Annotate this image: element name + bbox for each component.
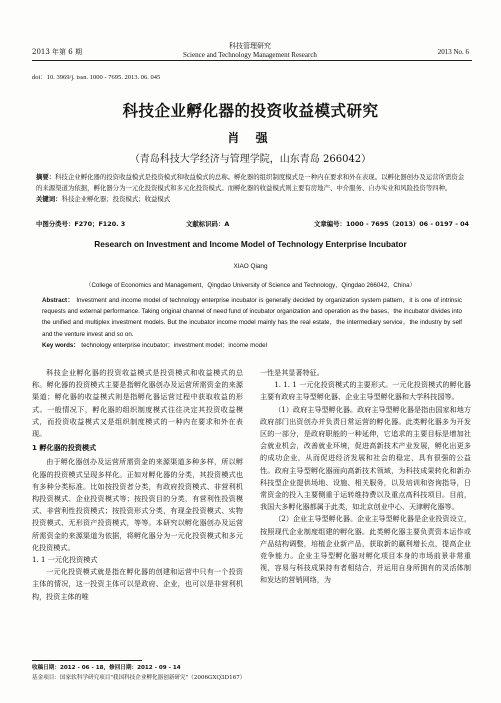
article-number: 文章编号：1000 - 7695（2013）06 - 0197 - 04 [314, 220, 469, 228]
paragraph: （2）企业主导型孵化器。企业主导型孵化器是企业投资设立，按照现代企业制度组建的孵化器。此类孵化器主要负责资本运作或产品结构调整，培植企业新产品，获取新的赢利增长点，提高企业竞争能力。企业主导型孵化器对孵化项目本身的市场前景非常重视，容易与科技成果持有者相结合，并运用自身所拥有的灵活体制和发达的营销网络，为 [260, 514, 471, 585]
author: 肖 强 [227, 131, 274, 145]
keywords-label: 关键词： [36, 195, 62, 203]
doi: doi：10. 3969/j. issn. 1000 - 7695. 2013. 06. 045 [32, 74, 161, 81]
abstract-en-text: Investment and income model of technology enterprise incubator is generally decided by organization system pattern，it is one of intrinsic requests and external performance. Taking original channel of need fund of incubator organization and operation as the bases，the incubator divides into the unified and multiplex investment models. But the incubator income model mainly has the real estate，the intermediary service，the industry by self and the venture invest and so on. [42, 297, 462, 338]
body-right-column [260, 367, 471, 587]
header-journal [150, 42, 350, 60]
received-date: 收稿日期：2012 - 06 - 18，修回日期：2012 - 09 - 14 [32, 665, 181, 671]
paragraph: 一性是其显著特征。 [260, 368, 324, 377]
paragraph: 由于孵化器创办及运营所需资金的来源渠道多种多样，所以孵化器的投资模式呈现多样化。正如对孵化器的分类，其投资模式也有多种分类标准。比如按投资者分类，有政府投资模式、非营利机构投资模式、企业投资模式等；按投资目的分类，有营利性投资模式、非营利性投资模式；按投资形式分类，有现金投资模式、实物投资模式、无形资产投资模式，等等。本研究以孵化器创办及运营所需资金的来源渠道为依据，将孵化器分为一元化投资模式和多元化投资模式。 [32, 457, 243, 552]
paper-title: 科技企业孵化器的投资收益模式研究 [122, 102, 379, 120]
footnote-rule [32, 660, 142, 661]
abstract-en-label: Abstract： [42, 297, 75, 304]
body-left-column [32, 367, 243, 603]
header-journal-cn: 科技管理研究 [229, 42, 271, 50]
header-issue: 2013 年第 6 期 [32, 48, 82, 56]
paragraph: 1. 1. 1 一元化投资模式的主要形式。一元化投资模式的孵化器主要有政府主导型孵化器、企业主导型孵化器和大学科技园等。 [260, 380, 471, 402]
english-author: XIAO Qiang [233, 263, 268, 270]
english-affiliation: （College of Economics and Management，Qingdao University of Science and Technology，Qingdao 266042，China） [85, 282, 416, 289]
abstract-text: 科技企业孵化器的投资收益模式是投资模式和收益模式的总称。孵化器的组织制度模式是一种内在要求和外在表现。以孵化器创办及运营所需资金的来源渠道为依据，孵化器分为一元化投资模式和多元化投资模式。而孵化器的收益模式则主要有房地产、中介服务、自办实业和风险投资等四种。 [36, 173, 465, 192]
footnote [32, 663, 472, 683]
section-heading: 1 孵化器的投资模式 [32, 443, 97, 453]
paragraph: （1）政府主导型孵化器。政府主导型孵化器是指由国家和地方政府部门出资创办并负责日常运营的孵化器。此类孵化器多为开发区的一部分，是政府职能的一种延伸，它追求的主要目标是增加社会就业机会，改善就业环境，促进高新技术产业发展，孵化出更多的成功企业，从而促进经济发展和社会的稳定，具有很强的公益性。政府主导型孵化器面向高新技术领域，为科技成果转化和新办科技型企业提供场地、设施、相关服务，以及培训和咨询指导，日常资金的投入主要侧重于运转维持费以及重点高科技项目。目前，我国大多孵化器都属于此类，如北京创业中心、天津孵化器等。 [260, 404, 471, 512]
paragraph: 一元化投资模式就是指在孵化器的创建和运营中只有一个投资主体的情况，这一投资主体可以是政府、企业，也可以是非营利机构，投资主体的唯 [32, 567, 243, 601]
subsection-heading: 1. 1 一元化投资模式 [32, 555, 98, 565]
document-code: 文献标识码：A [186, 220, 230, 228]
header-number: 2013 No. 6 [437, 48, 469, 56]
abstract-cn [36, 172, 466, 205]
clc-number: 中图分类号：F270；F120. 3 [36, 220, 126, 228]
abstract-en [42, 295, 462, 351]
keywords-en-text: technology enterprise incubator；investment model；income model [81, 341, 267, 349]
english-title: Research on Investment and Income Model of Technology Enterprise Incubator [94, 239, 407, 249]
paragraph: 科技企业孵化器的投资收益模式是投资模式和收益模式的总称。孵化器的投资模式主要是指孵化器创办及运营所需资金的来源渠道；孵化器的收益模式则是指孵化器运营过程中获取收益的形式。一般情况下，孵化器的组织制度模式往往决定其投资收益模式，而投资收益模式又是组织制度模式的一种内在要求和外在表现。 [32, 368, 243, 439]
fund-info: 基金项目：国家软科学研究项目"我国科技企业孵化器创新研究"（2006GXQ3D167） [32, 675, 246, 681]
header-journal-en: Science and Technology Management Research [183, 51, 317, 59]
keywords-en-label: Key words： [42, 341, 80, 349]
keywords-text: 科技企业孵化器；投资模式；收益模式 [61, 195, 171, 203]
affiliation: （青岛科技大学经济与管理学院，山东青岛 266042） [129, 154, 372, 165]
abstract-label: 摘要： [36, 173, 56, 181]
header-rule [32, 60, 472, 61]
